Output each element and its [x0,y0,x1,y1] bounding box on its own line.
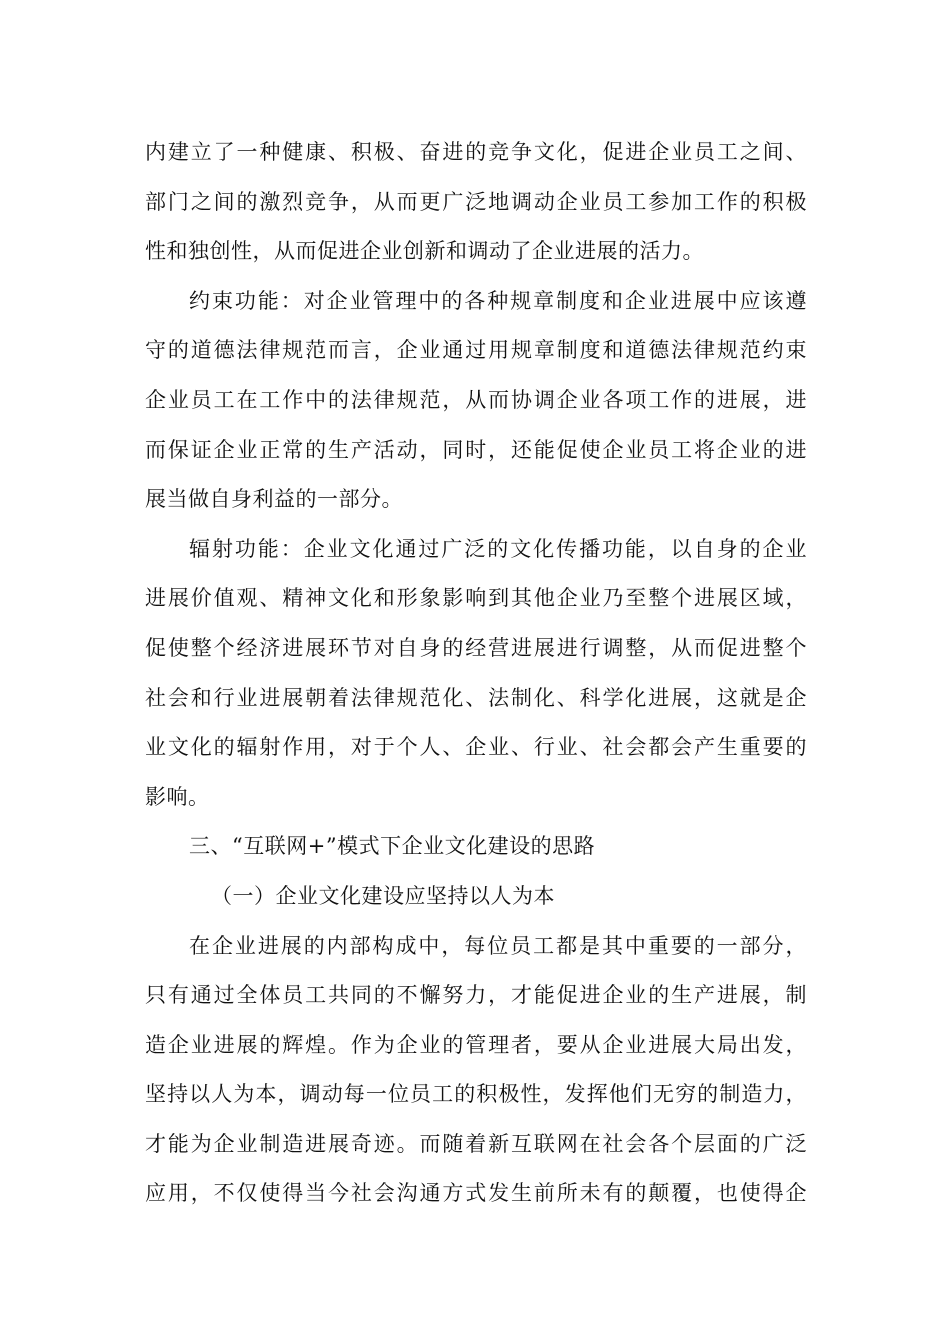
text-line: 只有通过全体员工共同的不懈努力，才能促进企业的生产进展，制 [145,983,807,1008]
text-line: 坚持以人为本，调动每一位员工的积极性，发挥他们无穷的制造力， [145,1082,807,1107]
text-line: 企业员工在工作中的法律规范，从而协调企业各项工作的进展，进 [145,387,807,412]
text-line: 展当做自身利益的一部分。 [145,487,403,512]
text-line: 影响。 [145,784,210,809]
text-line: 守的道德法律规范而言，企业通过用规章制度和道德法律规范约束 [145,338,807,363]
paragraph-radiation-function-start: 辐射功能：企业文化通过广泛的文化传播功能，以自身的企业 [189,536,807,561]
text-line: 性和独创性，从而促进企业创新和调动了企业进展的活力。 [145,239,704,264]
text-line: 促使整个经济进展环节对自身的经营进展进行调整，从而促进整个 [145,635,807,660]
text-line: 进展价值观、精神文化和形象影响到其他企业乃至整个进展区域， [145,586,807,611]
text-line: 内建立了一种健康、积极、奋进的竞争文化，促进企业员工之间、 [145,140,807,164]
text-line: 应用，不仅使得当今社会沟通方式发生前所未有的颠覆，也使得企 [145,1181,807,1206]
text-line: 业文化的辐射作用，对于个人、企业、行业、社会都会产生重要的 [145,735,807,760]
paragraph-constraint-function-start: 约束功能：对企业管理中的各种规章制度和企业进展中应该遵 [189,288,807,313]
paragraph-people-oriented-start: 在企业进展的内部构成中，每位员工都是其中重要的一部分， [189,933,807,958]
text-line: 才能为企业制造进展奇迹。而随着新互联网在社会各个层面的广泛 [145,1131,807,1156]
subsection-heading: （一）企业文化建设应坚持以人为本 [211,883,555,908]
text-line: 部门之间的激烈竞争，从而更广泛地调动企业员工参加工作的积极 [145,189,807,214]
text-line: 社会和行业进展朝着法律规范化、法制化、科学化进展，这就是企 [145,685,807,710]
text-line: 造企业进展的辉煌。作为企业的管理者，要从企业进展大局出发， [145,1032,807,1057]
text-line: 而保证企业正常的生产活动，同时，还能促使企业员工将企业的进 [145,437,807,462]
document-body [145,128,807,1219]
section-heading: 三、“互联网+”模式下企业文化建设的思路 [189,834,596,859]
